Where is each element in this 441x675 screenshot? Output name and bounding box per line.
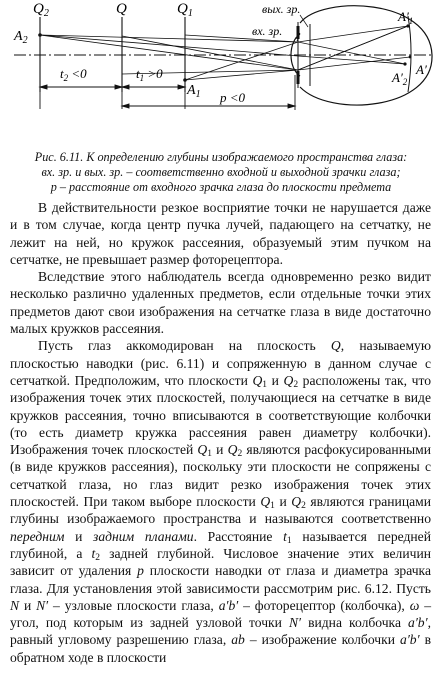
label-t2: $t_2 <0$	[60, 66, 87, 83]
label-entrance-pupil: вх. зр.	[252, 24, 283, 38]
label-q1: $Q_1$	[177, 1, 193, 19]
paragraph-3: Пусть глаз аккомодирован на плоскость Q, называемую плоскостью наводки (рис. 6.11) и сопряженную в данном случае с сетчаткой. Предположим, что плоскости $Q_1$ и $Q_2$ расположены так, что изображения точек этих плоскостей, получающиеся на сетчатке в виде кружков рассеяния, точно вписываются в соответствующие колбочки (то есть диаметр кружка рассеяния равен диаметру колбочки). Изображения точек плоскостей $Q_1$ и $Q_2$ являются расфокусированными (в виде кружков рассеяния), поскольку эти плоскости не сопряжены с сетчаткой глаза, но глаз видит резко изображения точек этих плоскостей. При таком выборе плоскости $Q_1$ и $Q_2$ являются границами глубины изображаемого пространства и называются соответственно передним и задним планами. Расстояние $t_1$ называется передней глубиной, а $t_2$ задней глубиной. Числовое значение этих величин зависит от удаления p плоскости наводки от глаза и диаметра зрачка глаза. Для установления этой зависимости рассмотрим рис. 6.12. Пусть N и N′ – узловые плоскости глаза, a′b′ – фоторецептор (колбочка), ω – угол, под которым из задней узловой точки N′ видна колбочка a′b′, равный угловому разрешению глаза, ab – изображение колбочки a′b′ в обратном ходе в плоскости	[10, 338, 432, 665]
label-p: p <0	[220, 90, 246, 105]
arrow-t1-left	[122, 85, 129, 89]
body-text	[10, 199, 431, 666]
label-a2: $A_2$	[14, 29, 28, 46]
paragraph-1: В действительности резкое восприятие точки не нарушается даже и в том случае, когда центр пучка лучей, падающего на сетчатку, не лежит на ней, но кружок рассеяния, образуемый этим пучком на сетчатке, не превышает размер фоторецептора.	[10, 200, 431, 267]
label-a1: $A_1$	[187, 83, 201, 100]
label-exit-pupil: вых. зр.	[262, 2, 301, 16]
arrow-t1-right	[178, 85, 185, 89]
point-a2	[38, 33, 42, 37]
caption-line-1: Рис. 6.11. К определению глубины изображаемого пространства глаза:	[34, 150, 408, 164]
label-a2-prime: $A'_2$	[392, 70, 408, 87]
label-q: Q	[116, 1, 127, 17]
paragraph-2: Вследствие этого наблюдатель всегда одновременно резко видит несколько различно удаленных предметов, если отдельные точки этих предметов дают свои изображения на сетчатке глаза в виде достаточно малых кружков рассеяния.	[10, 269, 431, 337]
figure-caption	[14, 150, 428, 195]
label-t1: $t_1 >0$	[136, 66, 163, 83]
caption-line-3: p – расстояние от входного зрачка глаза до плоскости предмета	[50, 180, 392, 194]
label-a-prime: A′	[416, 62, 427, 77]
dimension-lines	[40, 85, 295, 108]
label-q2: $Q_2$	[33, 1, 49, 19]
ray-bundle	[40, 26, 410, 80]
ray-from-a1-upper	[185, 42, 405, 80]
caption-line-2: вх. зр. и вых. зр. – соответственно входной и выходной зрачки глаза;	[41, 165, 401, 179]
point-a1	[183, 78, 187, 82]
point-a-prime	[409, 56, 412, 59]
arrow-t2-left	[40, 85, 47, 89]
label-a1-prime: $A'_1$	[398, 9, 414, 26]
depth-of-field-diagram	[0, 0, 441, 150]
point-a2-prime	[403, 62, 406, 65]
arrow-p-left	[122, 104, 129, 108]
arrow-p-right	[288, 104, 295, 108]
